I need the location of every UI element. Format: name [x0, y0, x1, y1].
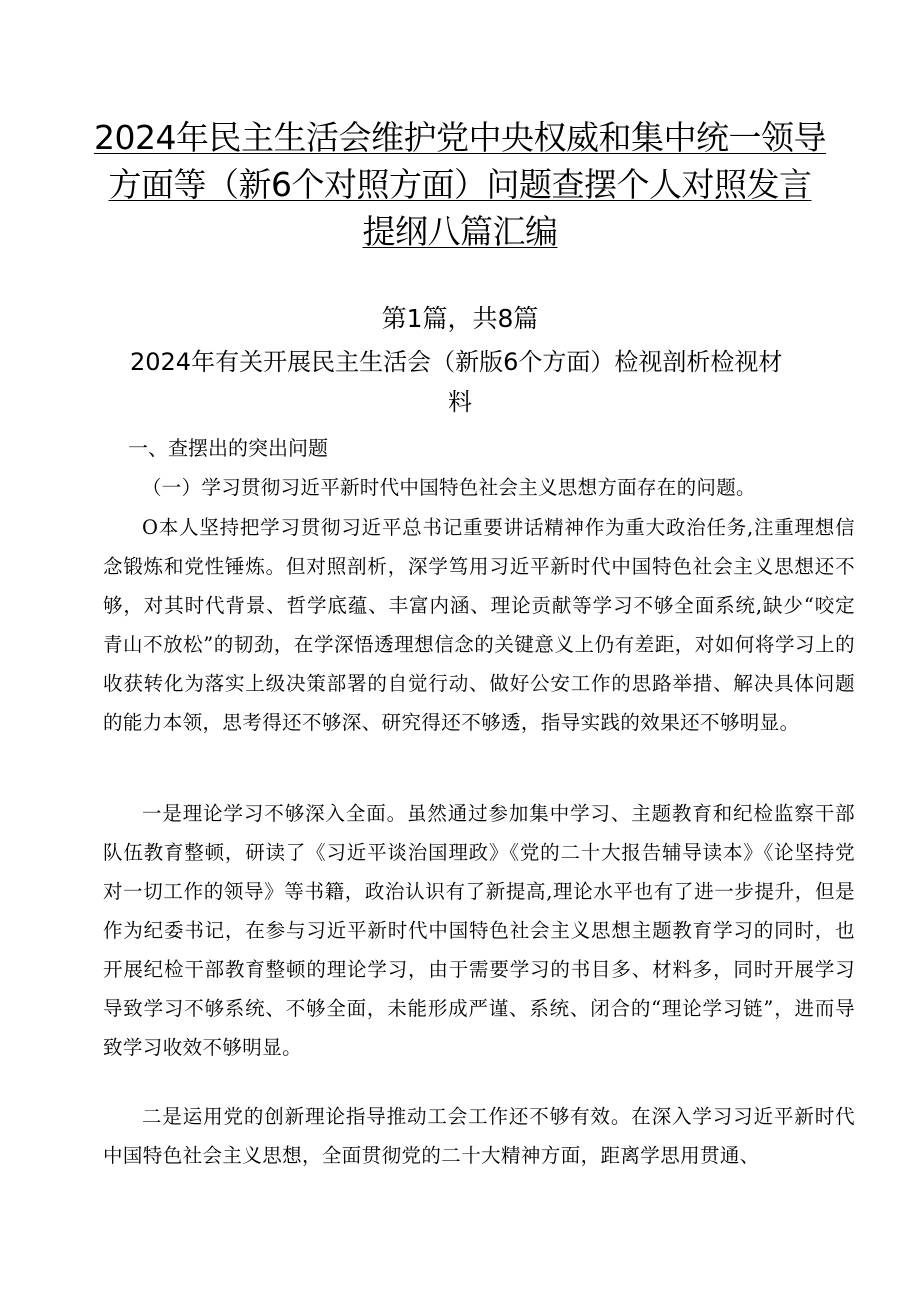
- title-line-1: 2024年民主生活会维护党中央权威和集中统一领导: [94, 118, 826, 157]
- section-heading: 一、查摆出的突出问题: [128, 436, 328, 460]
- subtitle-line-2: 料: [448, 388, 472, 416]
- paragraph-1: （一）学习贯彻习近平新时代中国特色社会主义思想方面存在的问题。: [142, 476, 756, 499]
- document-title: [60, 114, 860, 255]
- part-label: 第1篇，共8篇: [381, 304, 539, 333]
- title-line-3: 提纲八篇汇编: [362, 212, 558, 251]
- subtitle-line-1: 2024年有关开展民主生活会（新版6个方面）检视剖析检视材: [130, 348, 783, 376]
- paragraph-4: 二是运用党的创新理论指导推动工会工作还不够有效。在深入学习习近平新时代中国特色社会主义思想，全面贯彻党的二十大精神方面，距离学思用贯通、: [103, 1105, 855, 1167]
- title-line-2: 方面等（新6个对照方面）问题查摆个人对照发言: [108, 165, 812, 204]
- paragraph-3: 一是理论学习不够深入全面。虽然通过参加集中学习、主题教育和纪检监察干部队伍教育整顿，研读了《习近平谈治国理政》《党的二十大报告辅导读本》《论坚持党对一切工作的领导》等书籍，政治认识有了新提高,理论水平也有了进一步提升，但是作为纪委书记，在参与习近平新时代中国特色社会主义思想主题教育学习的同时，也开展纪检干部教育整顿的理论学习，由于需要学习的书目多、材料多，同时开展学习导致学习不够系统、不够全面，未能形成严谨、系统、闭合的“理论学习链”，进而导致学习收效不够明显。: [103, 802, 855, 1059]
- paragraph-2: O本人坚持把学习贯彻习近平总书记重要讲话精神作为重大政治任务,注重理想信念锻炼和党性锤炼。但对照剖析，深学笃用习近平新时代中国特色社会主义思想还不够，对其时代背景、哲学底蕴、丰富内涵、理论贡献等学习不够全面系统,缺少“咬定青山不放松”的韧劲，在学深悟透理想信念的关键意义上仍有差距，对如何将学习上的收获转化为落实上级决策部署的自觉行动、做好公安工作的思路举措、解决具体问题的能力本领，思考得还不够深、研究得还不够透，指导实践的效果还不够明显。: [103, 516, 855, 734]
- article-subtitle: [100, 342, 880, 422]
